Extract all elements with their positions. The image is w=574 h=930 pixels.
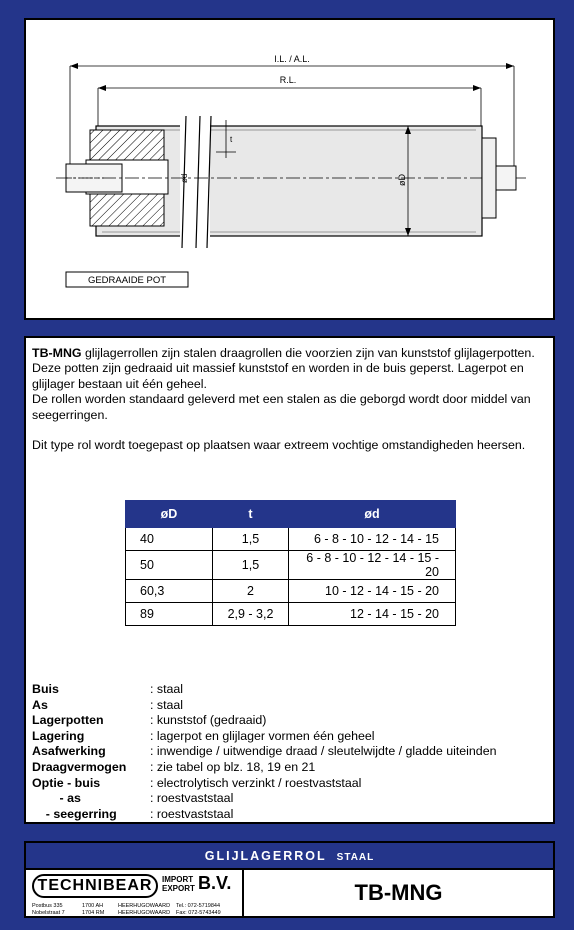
address-col-3: HEERHUGOWAARD HEERHUGOWAARD: [118, 903, 171, 916]
table-cell: 2,9 - 3,2: [213, 603, 289, 626]
model-box: [242, 868, 555, 918]
table-cell: 12 - 14 - 15 - 20: [289, 603, 456, 626]
description-paragraph-1: TB-MNG glijlagerrollen zijn stalen draagrollen die voorzien zijn van kunststof glijlagerpotten. Deze potten zijn gedraaid uit massief kunststof en worden in de buis geperst. Lagerpot en glijlager bestaan uit één geheel.: [32, 346, 535, 391]
address-col-1: Postbus 335 Nobelstraat 7: [32, 903, 65, 916]
address-col-2: 1700 AH 1704 RM: [82, 903, 105, 916]
shaft-right: [496, 166, 516, 190]
address-col-4: Tel.: 072-5719844 Fax: 072-5743449: [176, 903, 221, 916]
technical-drawing-panel: [24, 18, 555, 320]
spec-row: Asafwerking : inwendige / uitwendige draad / sleutelwijdte / gladde uiteinden: [32, 744, 497, 759]
table-cell: 89: [126, 603, 213, 626]
model-code: TB-MNG: [354, 880, 443, 905]
description-text: [32, 346, 551, 453]
spec-row: - as : roestvaststaal: [32, 791, 234, 806]
table-cell: 1,5: [213, 528, 289, 551]
logo-import-export: IMPORT EXPORT: [162, 875, 195, 893]
description-paragraph-2: De rollen worden standaard geleverd met een stalen as die geborgd wordt door middel van seegerringen.: [32, 392, 531, 422]
spec-row: - seegerring : roestvaststaal: [32, 806, 234, 821]
spec-row: Draagvermogen : zie tabel op blz. 18, 19 en 21: [32, 759, 316, 774]
footer-title-bar: [24, 841, 555, 870]
company-logo-box: [24, 868, 244, 918]
description-panel: [24, 336, 555, 824]
label-rl: R.L.: [279, 75, 297, 85]
table-row: [126, 528, 456, 551]
footer-title: GLIJLAGERROL: [204, 849, 327, 863]
spec-list: [32, 682, 496, 822]
spec-row: Optie - buis : electrolytisch verzinkt / roestvaststaal: [32, 775, 362, 790]
table-cell: 60,3: [126, 580, 213, 603]
dimension-table: [125, 500, 456, 626]
logo-bv: B.V.: [198, 873, 232, 893]
table-cell: 6 - 8 - 10 - 12 - 14 - 15 - 20: [289, 551, 456, 580]
table-cell: 2: [213, 580, 289, 603]
spec-row: Lagering : lagerpot en glijlager vormen één geheel: [32, 728, 375, 743]
table-header: t: [213, 501, 289, 528]
table-header: ød: [289, 501, 456, 528]
caption-turned-pot: GEDRAAIDE POT: [87, 275, 167, 286]
table-cell: 6 - 8 - 10 - 12 - 14 - 15: [289, 528, 456, 551]
label-od-large: øD: [397, 174, 407, 186]
spec-row: Lagerpotten : kunststof (gedraaid): [32, 713, 267, 728]
company-logo: TECHNIBEAR: [32, 874, 158, 898]
description-paragraph-3: Dit type rol wordt toegepast op plaatsen waar extreem vochtige omstandigheden heersen.: [32, 438, 526, 453]
table-cell: 10 - 12 - 14 - 15 - 20: [289, 580, 456, 603]
table-row: [126, 580, 456, 603]
spec-row: Buis : staal: [32, 682, 184, 696]
table-cell: 50: [126, 551, 213, 580]
end-cap-right: [482, 138, 496, 218]
label-il: I.L. / A.L.: [274, 54, 310, 64]
table-header: øD: [126, 501, 213, 528]
table-cell: 1,5: [213, 551, 289, 580]
table-cell: 40: [126, 528, 213, 551]
table-row: [126, 551, 456, 580]
table-row: [126, 603, 456, 626]
table-header-row: [126, 501, 456, 528]
roller-drawing: [26, 20, 553, 318]
label-od-small: ød: [180, 173, 189, 183]
spec-row: As : staal: [32, 697, 184, 712]
label-t: t: [230, 135, 233, 144]
model-name: TB-MNG: [32, 346, 82, 360]
footer-subtitle: STAAL: [336, 852, 375, 863]
